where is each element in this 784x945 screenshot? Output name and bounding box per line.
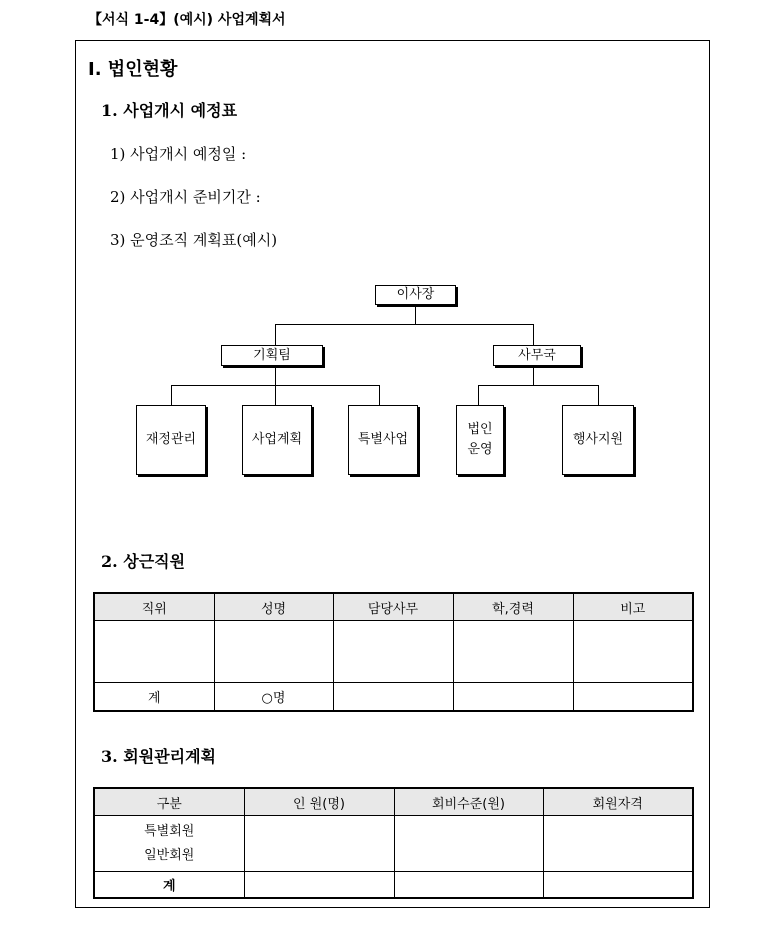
total-count: ○명 xyxy=(214,683,333,711)
table-row xyxy=(94,816,693,872)
item-org-plan: 3) 운영조직 계획표(예시) xyxy=(110,231,278,249)
table-total-row xyxy=(94,683,693,711)
member-category-cell xyxy=(94,816,244,872)
table-cell xyxy=(244,816,394,872)
header-name: 성명 xyxy=(214,593,333,621)
table-cell xyxy=(573,621,693,683)
org-branch-secretariat: 사무국 xyxy=(493,345,581,366)
org-leaf-special-project: 특별사업 xyxy=(348,405,418,475)
header-headcount: 인 원(명) xyxy=(244,788,394,816)
total-label: 계 xyxy=(94,872,244,898)
item-start-date: 1) 사업개시 예정일 : xyxy=(110,145,247,163)
org-root: 이사장 xyxy=(375,285,456,305)
member-type-general: 일반회원 xyxy=(144,847,195,863)
staff-table xyxy=(93,592,694,712)
header-fee: 회비수준(원) xyxy=(394,788,543,816)
table-cell xyxy=(94,621,214,683)
form-title: 【서식 1-4】(예시) 사업계획서 xyxy=(88,12,286,28)
table-cell xyxy=(333,683,453,711)
org-branch-planning: 기획팀 xyxy=(221,345,323,366)
header-qualification: 회원자격 xyxy=(543,788,693,816)
table-cell xyxy=(453,683,573,711)
section-title: Ⅰ. 법인현황 xyxy=(88,59,178,80)
header-career: 학,경력 xyxy=(453,593,573,621)
header-category: 구분 xyxy=(94,788,244,816)
item-prep-period: 2) 사업개시 준비기간 : xyxy=(110,188,261,206)
org-leaf-corp-operation: 법인 운영 xyxy=(456,405,504,475)
subsection-1-title: 1. 사업개시 예정표 xyxy=(101,101,238,120)
org-leaf-finance: 재정관리 xyxy=(136,405,206,475)
subsection-2-title: 2. 상근직원 xyxy=(101,552,186,571)
header-position: 직위 xyxy=(94,593,214,621)
total-label: 계 xyxy=(94,683,214,711)
table-header-row xyxy=(94,593,693,621)
header-note: 비고 xyxy=(573,593,693,621)
table-cell xyxy=(244,872,394,898)
table-header-row xyxy=(94,788,693,816)
table-cell xyxy=(543,816,693,872)
table-row xyxy=(94,621,693,683)
table-total-row xyxy=(94,872,693,898)
table-cell xyxy=(543,872,693,898)
table-cell xyxy=(453,621,573,683)
table-cell xyxy=(333,621,453,683)
member-table xyxy=(93,787,694,899)
table-cell xyxy=(573,683,693,711)
table-cell xyxy=(214,621,333,683)
table-cell xyxy=(394,872,543,898)
org-leaf-business-plan: 사업계획 xyxy=(242,405,312,475)
org-leaf-event-support: 행사지원 xyxy=(562,405,634,475)
subsection-3-title: 3. 회원관리계획 xyxy=(101,747,217,766)
member-type-special: 특별회원 xyxy=(144,823,195,839)
header-duty: 담당사무 xyxy=(333,593,453,621)
table-cell xyxy=(394,816,543,872)
